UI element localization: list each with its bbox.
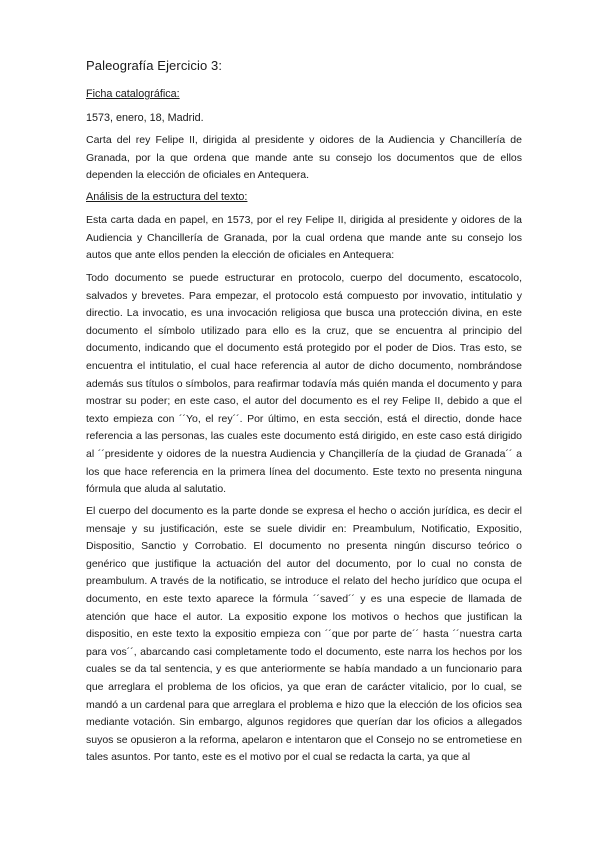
- page-title: Paleografía Ejercicio 3:: [86, 58, 223, 73]
- protocolo-paragraph: Todo documento se puede estructurar en protocolo, cuerpo del documento, escatocolo, salvados y brevetes. Para empezar, el protocolo está compuesto por invovatio, intitulatio y directio. La invocatio, es una invocación religiosa que busca una protección divina, en este documento el símbolo utilizado para ello es la cruz, que se encuentra al principio del documento, indicando que el documento está protegido por el poder de Dios. Tras esto, se encuentra el intitulatio, el cual hace referencia al autor de dicho documento, nombrándose además sus títulos o símbolos, para reafirmar todavía más quién manda el documento y para mostrar su poder; en este caso, el autor del documento es el rey Felipe II, debido a que el texto empieza con ´´Yo, el rey´´. Por último, en esta sección, está el directio, donde hace referencia a las personas, las cuales este documento está dirigido, en este caso está dirigido al ´´presidente y oidores de la nuestra Audiencia y Chançillería de la çiudad de Granada´´ a los que hace referencia en la primera línea del documento. Este texto no presenta ninguna fórmula que aluda al salutatio.: [86, 272, 522, 496]
- document-date: 1573, enero, 18, Madrid.: [86, 112, 204, 124]
- analisis-heading: Análisis de la estructura del texto:: [86, 191, 248, 203]
- cuerpo-paragraph: El cuerpo del documento es la parte donde se expresa el hecho o acción jurídica, es decir el mensaje y su justificación, este se suele dividir en: Preambulum, Notificatio, Expositio, Dispositio, Sanctio y Corrobatio. El documento no presenta ningún discurso teórico o genérico que justifique la actuación del autor del documento, por lo cual no consta de preambulum. A través de la notificatio, se introduce el relato del hecho jurídico que ocupa el documento, en este texto aparece la fórmula ´´saved´´ y es una especie de llamada de atención que hace el autor. La expositio expone los motivos o hechos que justifican la dispositio, en este texto la expositio empieza con ´´que por parte de´´ hasta ´´nuestra carta para vos´´, abarcando casi completamente todo el documento, este narra los hechos por los cuales se da tal sentencia, y es que anteriormente se había mandado a un funcionario para que arreglara el problema de los oficios, ya que eran de carácter vitalicio, por lo cual, se mandó a un cardenal para que arreglara el problema e hizo que la elección de los oficios sea mediante votación. Sin embargo, algunos regidores que querían dar los oficios a allegados suyos se opusieron a la reforma, apelaron e intentaron que el Consejo no se entrometiese en tales asuntos. Por tanto, este es el motivo por el cual se redacta la carta, ya que al: [86, 505, 522, 764]
- ficha-heading: Ficha catalográfica:: [86, 88, 180, 100]
- summary-paragraph: Carta del rey Felipe II, dirigida al presidente y oidores de la Audiencia y Chancillería de Granada, por la que ordena que mande ante su consejo los documentos que de ellos dependen la elección de oficiales en Antequera.: [86, 134, 522, 182]
- intro-paragraph: Esta carta dada en papel, en 1573, por el rey Felipe II, dirigida al presidente y oidores de la Audiencia y Chancillería de Granada, por la cual ordena que mande ante su consejo los autos que ante ellos penden la elección de oficiales en Antequera:: [86, 214, 522, 262]
